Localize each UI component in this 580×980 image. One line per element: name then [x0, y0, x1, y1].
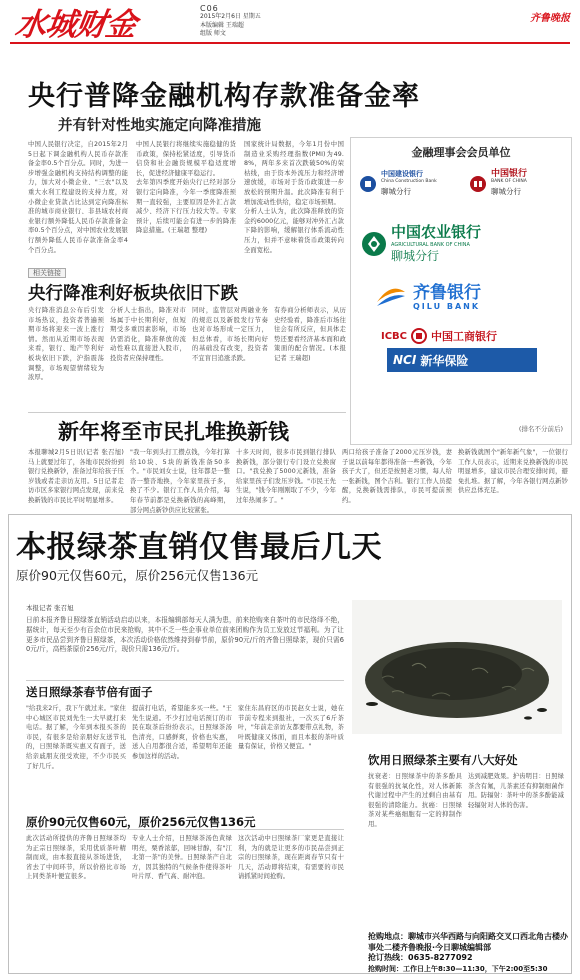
bank-boc: 中国银行 BANK OF CHINA 聊城分行 — [469, 170, 527, 197]
tea-ad-price: 原价90元仅售60元，原价256元仅售136元 — [16, 568, 259, 583]
tea-ad-headline: 本报绿茶直销仅售最后几天 — [16, 530, 382, 565]
related-col-2: 分析人士指出，降准对市场属于中长期利好，但短期受多重因素影响，市场仍需消化，降准释放的流动性难以直接进入股市，投资者应保持理性。 — [110, 307, 186, 362]
newyear-col-1: 本报聊城2月5日讯(记者 张召旭)马上就要过年了，各地市民纷纷到银行兑换新钞，准备过年给孩子压岁钱或者走亲访友用。5日记者走访市区多家银行网点发现，前来兑换新钱的市民比平时明显增多。 — [28, 449, 124, 504]
tea-ad-intro: 日前本报齐鲁日照绿茶直销活动启动以来，本报编辑部每天人满为患，前来抢购来自茶叶的市民络绎不绝，据统计，每天至少有百余位市民来抢购，其中不乏一些企事业单位前来团购作为员工发放过节福利。为了让更多市民品尝到齐鲁日照绿茶，本次活动价格依然维持到春节前，原价90元/斤的齐鲁日照绿茶，现价只需60元/斤，高档茶原价256元/斤，现价只需136元/斤。 — [26, 616, 344, 654]
ad-rule-1 — [26, 680, 344, 681]
bottom-col-3: 这次活动中日照绿茶厂家更是直接让利，为的就是让更多的市民品尝到正宗的日照绿茶，现在距离春节只有十几天，活动即将结束，有需要的市民请抓紧时间抢购。 — [238, 835, 344, 881]
newyear-col-2: "我一年到头打工攒点钱，今年打算给10块、5块的新钱准备50多个。"市民刘女士说，往年都是一整沓一整沓地换，今年家里孩子多，换了不少。银行工作人员介绍，每年春节前都是兑换新钱的高峰期，部分网点新钞供应比较紧张。 — [130, 449, 230, 514]
bank-abc: 中国农业银行 AGRICULTURAL BANK OF CHINA 聊城分行 — [361, 224, 481, 264]
related-headline: 央行降准利好板块依旧下跌 — [28, 284, 238, 304]
tea-section-gift: 送日照绿茶春节倍有面子 — [26, 685, 153, 699]
designer-line: 组版 师文 — [200, 30, 226, 38]
header-info — [200, 5, 350, 39]
qilu-icon — [373, 280, 409, 314]
masthead-logo: 水城财金 — [12, 6, 139, 43]
abc-icon — [361, 231, 387, 257]
bank-icbc: ICBC 中国工商银行 — [381, 330, 498, 343]
related-col-3: 同时，监管层对两融业务的规范以及新股发行节奏也对市场形成一定压力，但总体看，市场长期向好的基础没有改变，投资者不宜盲目追涨杀跌。 — [192, 307, 268, 362]
benefits-col-1: 抗衰老：日照绿茶中的茶多酚具有很强的抗氧化性，对人体新陈代谢过程中产生的过剩自由基有很强的清除能力。抗癌：日照绿茶对某些癌细胞有一定的抑制作用。 — [368, 773, 462, 828]
gift-col-2: 提前打电话，希望能多买一些。"王先生说道。不少打过电话预订的市民在取茶后纷纷表示，日照绿茶汤色清亮，口感鲜爽，价格也实惠，送人自用都很合适，希望明年还能参加这样的活动。 — [132, 705, 232, 760]
tea-price-repeat: 原价90元仅售60元，原价256元仅售136元 — [26, 815, 256, 829]
icbc-icon — [411, 328, 427, 344]
section-rule — [28, 412, 346, 413]
ad-rule-2 — [26, 829, 344, 830]
footer-address: 抢购地点：聊城市兴华西路与向阳路交叉口西北角古楼办事处二楼齐鲁晚报·今日聊城编辑部 — [368, 932, 568, 952]
tea-section-benefits: 饮用日照绿茶主要有八大好处 — [368, 753, 518, 767]
related-col-1: 央行降准消息公布后引发市场热议，投资者普遍预期市场将迎来一波上涨行情。然而从近期市场表现来看，银行、地产等利好板块依旧下跌，沪指震荡调整，市场观望情绪较为浓厚。 — [28, 307, 104, 382]
member-banks-box — [350, 137, 572, 445]
newyear-col-5: 换新钱就图个"新年新气象"，一位银行工作人员表示，近期来兑换新钱的市民明显增多，建议市民合理安排时间，避免扎堆。据了解，今年各银行网点新钞供应总体充足。 — [458, 449, 568, 495]
bank-nci: NCI 新华保险 — [387, 348, 537, 372]
boc-icon — [469, 175, 487, 193]
lead-headline: 央行普降金融机构存款准备金率 — [28, 81, 420, 112]
newyear-headline: 新年将至市民扎堆换新钱 — [58, 420, 289, 444]
tea-ad-footer — [368, 932, 568, 974]
related-col-4: 有券商分析师表示，从历史经验看，降准后市场往往会有所反应，但具体走势还要看经济基本面和政策面的配合情况。(本报记者 王瑞超) — [274, 307, 346, 362]
newyear-col-4: 两口给孩子准备了2000元压岁钱，妻子说以前每年都得准备一些新钱，今年孩子大了，但还是按照老习惯，每人给一张新钱，图个吉利。银行工作人员提醒，兑换新钱需排队，市民可提前预约。 — [342, 449, 452, 504]
tea-leaves-photo — [352, 600, 562, 734]
abc-branch: 聊城分行 — [391, 249, 440, 263]
bottom-col-1: 此次活动所提供的齐鲁日照绿茶均为正宗日照绿茶，采用优质茶叶精制而成，由本报直接从茶场进货，省去了中间环节，所以价格比市场上同类茶叶便宜很多。 — [26, 835, 126, 881]
benefits-col-2: 达到减肥效果。护齿明目：日照绿茶含有氟，儿茶素还有抑制细菌作用。防辐射：茶叶中的茶多酚能减轻辐射对人体的伤害。 — [468, 773, 564, 809]
ccb-icon — [359, 175, 377, 193]
editor-line: 本版编辑 王瑞超 — [200, 21, 244, 29]
footer-hours: 抢购时间：工作日上午8:30—11:30，下午2:00至5:30 — [368, 964, 548, 973]
tea-leaves-image — [352, 600, 562, 734]
ranking-note: (排名不分前后) — [518, 425, 563, 433]
member-banks-title: 金融理事会会员单位 — [411, 146, 511, 159]
gift-col-1: "给我来2斤，我下午就过来。"家住中心城区市民刘先生一大早就打来电话。据了解，今年到本报买茶的市民，有很多是给亲朋好友送节礼的，日照绿茶既实惠又有面子，送给亲戚朋友很受欢迎，不少市民买了好几斤。 — [26, 705, 126, 770]
related-link-tag: 相关链接 — [28, 268, 66, 278]
bank-ccb: 中国建设银行 China Construction Bank 聊城分行 — [359, 170, 437, 197]
lead-col-3: 国家统计局数据，今年1月份中国制造业采购经理指数(PMI)为49.8%，两年多来首次跌破50%的荣枯线，由于资本外流压力和经济增速放缓，市场对于货币政策进一步放松的预期升温。此次降准有利于增加流动性供给，稳定市场预期。 分析人士认为，此次降准释放的资金约6000亿元，能够对冲外汇占款下降的影响，缓解银行体系流动性压力，但并不意味着货币政策转向全面宽松。 — [244, 141, 344, 254]
lead-col-1: 中国人民银行决定，自2015年2月5日起下调金融机构人民币存款准备金率0.5个百分点。同时，为进一步增强金融机构支持结构调整的能力，加大对小微企业、"三农"以及重大水利工程建设的支持力度，对小微企业贷款占比达到定向降准标准的城市商业银行、非县域农村商业银行额外降低人民币存款准备金率0.5个百分点，对中国农业发展银行额外降低人民币存款准备金率4个百分点。 — [28, 141, 128, 254]
lead-subheadline: 并有针对性地实施定向降准措施 — [58, 118, 261, 134]
issue-date: 2015年2月6日 星期五 — [200, 13, 261, 21]
header-rule — [10, 42, 570, 44]
brand-logo: 齐鲁晚报 — [530, 13, 570, 24]
lead-col-2: 中国人民银行将继续实施稳健的货币政策，保持松紧适度，引导货币信贷和社会融资规模平稳适度增长，促进经济健康平稳运行。 去年第四季度开始央行已经对部分银行定向降准，今年一季度降准预期一直较强，主要原因是外汇占款减少、经济下行压力较大等。专家预计，后续可能会有进一步的降准降息措施。(王瑞超 整理) — [136, 141, 236, 235]
bottom-col-2: 专业人士介绍，日照绿茶汤色黄绿明亮，栗香浓郁，回味甘醇，有"江北第一茶"的美誉。日照绿茶产自北方，因其独特的气候条件使得茶叶叶片厚、香气高、耐冲泡。 — [132, 835, 232, 881]
page-number: C06 — [200, 4, 219, 13]
tea-ad-byline: 本报记者 张召旭 — [26, 604, 74, 612]
bank-qilu: 齐鲁银行 QILU BANK — [373, 280, 481, 314]
gift-col-3: 家住东昌府区的市民赵女士说，她在节前专程来到报社，一次买了6斤茶叶，"年前走亲访友都要带点礼物，茶叶既健康又体面，而且本报的茶叶质量有保证，价格又便宜。" — [238, 705, 344, 751]
newyear-col-3: 十多天时间，很多市民到银行排队换新钱，部分银行专门设立兑换窗口。"我兑换了5000元新钱，准备给家里孩子们发压岁钱。"市民王先生说，"钱今年刚刚取了不少，今年过年热闹多了。" — [236, 449, 336, 504]
footer-hotline: 抢订热线：0635-8277092 — [368, 953, 473, 962]
